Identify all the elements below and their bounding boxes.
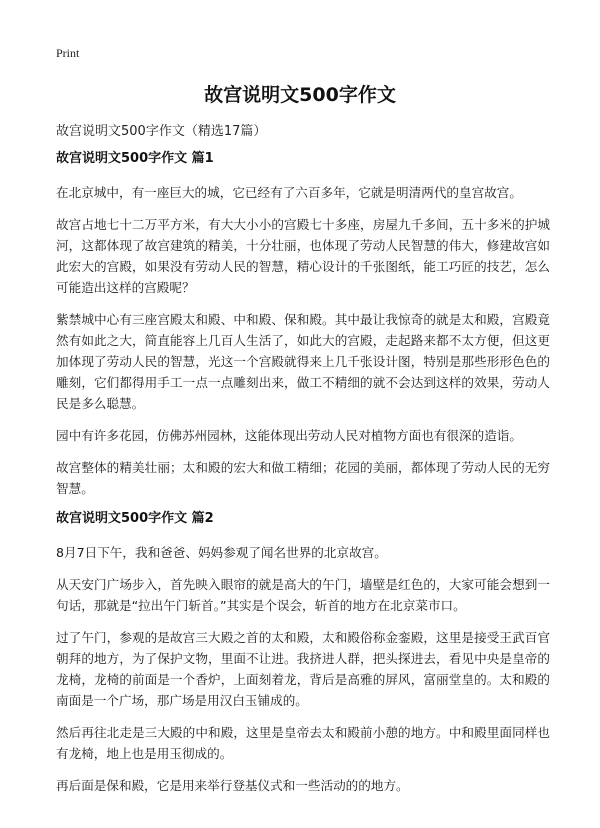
- paragraph: 然后再往北走是三大殿的中和殿，这里是皇帝去太和殿前小憩的地方。中和殿里面同样也有龙椅，地上也是用玉彻成的。: [56, 725, 550, 761]
- article-section: [56, 150, 550, 499]
- section-heading: 故宫说明文500字作文 篇2: [56, 511, 214, 526]
- paragraph: 再后面是保和殿，它是用来举行登基仪式和一些活动的的地方。: [56, 778, 409, 793]
- paragraph: 8月7日下午，我和爸爸、妈妈参观了闻名世界的北京故宫。: [56, 545, 387, 560]
- paragraph: 从天安门广场步入，首先映入眼帘的就是高大的午门，墙壁是红色的，大家可能会想到一句话，那就是“拉出午门斩首。”其实是个误会，斩首的地方在北京菜市口。: [56, 577, 550, 613]
- print-link[interactable]: Print: [56, 46, 80, 60]
- paragraph: 紫禁城中心有三座宫殿太和殿、中和殿、保和殿。其中最让我惊奇的就是太和殿，宫殿竟然有如此之大，简直能容上几百人生活了，如此大的宫殿，走起路来都不太方便，但这更加体现了劳动人民的智慧，光这一个宫殿就得来上几千张设计图，特别是那些形形色色的雕刻，它们都得用手工一点一点雕刻出来，做工不精细的就不会达到这样的效果，劳动人民是多么聪慧。: [56, 312, 550, 411]
- article-body: [56, 150, 550, 807]
- section-heading: 故宫说明文500字作文 篇1: [56, 151, 214, 166]
- paragraph: 过了午门，参观的是故宫三大殿之首的太和殿，太和殿俗称金銮殿，这里是接受王武百官朝拜的地方，为了保护文物，里面不让进。我挤进人群，把头探进去，看见中央是皇帝的龙椅，龙椅的前面是一个香炉，上面刻着龙，背后是高雅的屏风，富丽堂皇的。太和殿的南面是一个广场，那广场是用汉白玉铺成的。: [56, 630, 550, 708]
- article-section: [56, 510, 550, 796]
- paragraph: 故宫占地七十二万平方米，有大大小小的宫殿七十多座，房屋九千多间，五十多米的护城河，这都体现了故宫建筑的精美，十分壮丽，也体现了劳动人民智慧的伟大，修建故宫如此宏大的宫殿，如果没有劳动人民的智慧，精心设计的千张图纸，能工巧匠的技艺，怎么可能造出这样的宫殿呢？: [56, 217, 550, 295]
- paragraph: 故宫整体的精美壮丽；太和殿的宏大和做工精细；花园的美丽，都体现了劳动人民的无穷智慧。: [56, 460, 550, 496]
- page-title: 故宫说明文500字作文: [204, 84, 396, 106]
- page-subtitle: 故宫说明文500字作文（精选17篇）: [56, 124, 267, 139]
- paragraph: 园中有许多花园，仿佛苏州园林，这能体现出劳动人民对植物方面也有很深的造诣。: [56, 428, 522, 443]
- paragraph: 在北京城中，有一座巨大的城，它已经有了六百多年，它就是明清两代的皇宫故宫。: [56, 185, 522, 200]
